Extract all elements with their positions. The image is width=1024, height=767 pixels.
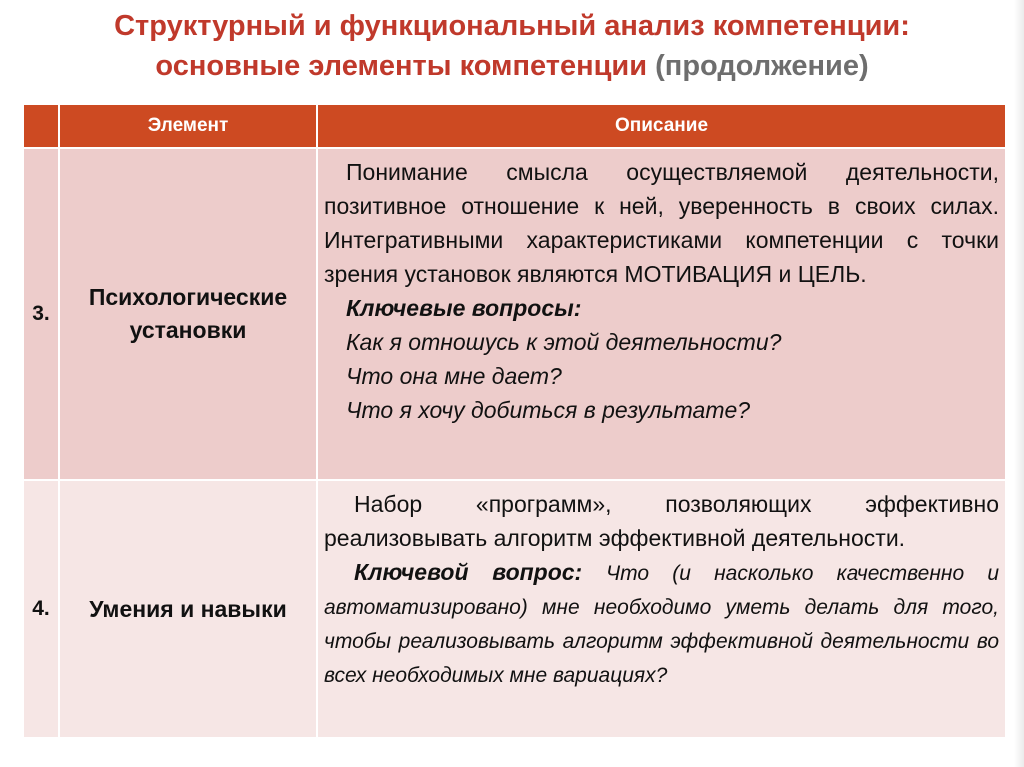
question-heading: Ключевой вопрос: — [354, 559, 583, 585]
slide-edge-shadow — [1014, 0, 1024, 767]
table-header-row — [23, 104, 1006, 148]
title-line-1: Структурный и функциональный анализ компетенции: — [114, 10, 910, 42]
row-description-text: Понимание смысла осуществляемой деятельности, позитивное отношение к ней, уверенность в своих силах. Интегративными характеристиками компетенции с точки зрения установок являются МОТИВАЦИЯ и ЦЕЛЬ. — [324, 159, 999, 287]
title-line-2 — [20, 46, 1004, 86]
row-description — [317, 480, 1006, 738]
question-text: Что (и насколько качественно и автоматизировано) мне необходимо уметь делать для того, чтобы реализовывать алгоритм эффективной деятельности во всех необходимых мне вариациях? — [324, 562, 999, 687]
row-element: Умения и навыки — [59, 480, 317, 738]
title-line-2-main: основные элементы компетенции — [155, 50, 648, 82]
title-line-2-suffix: (продолжение) — [655, 50, 869, 82]
row-description-text: Набор «программ», позволяющих эффективно реализовывать алгоритм эффективной деятельности. — [324, 491, 999, 551]
row-number: 4. — [23, 480, 59, 738]
row-number: 3. — [23, 148, 59, 480]
row-description — [317, 148, 1006, 480]
question-item: Что я хочу добиться в результате? — [346, 397, 751, 423]
slide-title — [20, 6, 1004, 86]
row-element: Психологические установки — [59, 148, 317, 480]
header-element: Элемент — [59, 104, 317, 148]
question-item: Как я отношусь к этой деятельности? — [346, 329, 782, 355]
header-number-cell — [23, 104, 59, 148]
table-row — [23, 480, 1006, 738]
table-row — [23, 148, 1006, 480]
header-description: Описание — [317, 104, 1006, 148]
question-item: Что она мне дает? — [346, 363, 562, 389]
questions-heading: Ключевые вопросы: — [346, 295, 582, 321]
competence-table — [22, 103, 1007, 739]
key-question-block — [324, 555, 999, 691]
